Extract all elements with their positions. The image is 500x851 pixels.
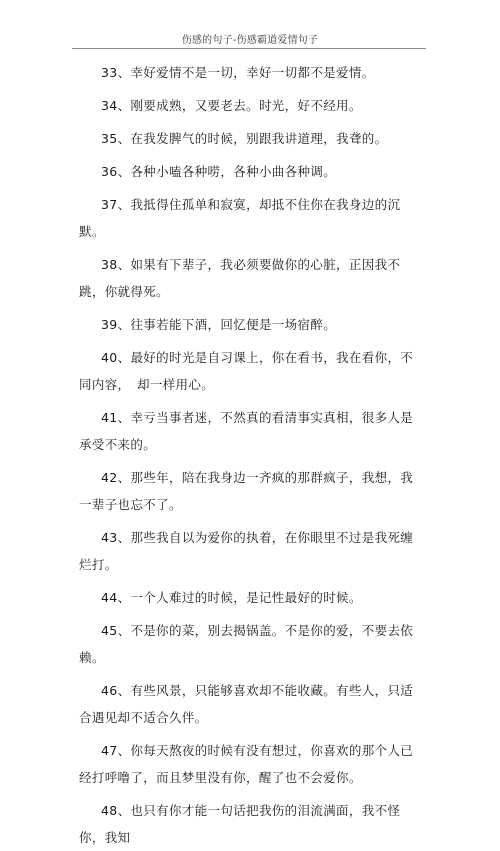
article-body [79, 59, 424, 851]
paragraph-47: 47、你每天熬夜的时候有没有想过，你喜欢的那个人已经打呼噜了，而且梦里没有你，醒了也不会爱你。 [79, 743, 414, 785]
paragraph-41: 41、幸亏当事者迷，不然真的看清事实真相，很多人是承受不来的。 [79, 410, 414, 452]
paragraph-35: 35、在我发脾气的时候，别跟我讲道理，我聋的。 [101, 131, 388, 146]
paragraph-40: 40、最好的时光是自习课上，你在看书，我在看你，不同内容， 却一样用心。 [79, 350, 414, 392]
paragraph-39: 39、往事若能下酒，回忆便是一场宿醉。 [101, 317, 337, 332]
paragraph-37: 37、我抵得住孤单和寂寞，却抵不住你在我身边的沉默。 [79, 197, 401, 239]
paragraph-38: 38、如果有下辈子，我必须要做你的心脏，正因我不跳，你就得死。 [79, 257, 401, 299]
paragraph-36: 36、各种小嗑各种唠，各种小曲各种调。 [101, 164, 337, 179]
paragraph-48: 48、也只有你才能一句话把我伤的泪流满面，我不怪你，我知 [79, 803, 401, 845]
header-divider [72, 48, 426, 49]
paragraph-45: 45、不是你的菜，别去揭锅盖。不是你的爱，不要去依赖。 [79, 623, 414, 665]
paragraph-44: 44、一个人难过的时候，是记性最好的时候。 [101, 590, 362, 605]
page-title: 伤感的句子-伤感霸道爱情句子 [181, 35, 319, 46]
paragraph-42: 42、那些年，陪在我身边一齐疯的那群疯子，我想，我一辈子也忘不了。 [79, 470, 414, 512]
paragraph-46: 46、有些风景，只能够喜欢却不能收藏。有些人，只适合遇见却不适合久伴。 [79, 683, 414, 725]
paragraph-43: 43、那些我自以为爱你的执着，在你眼里不过是我死缠烂打。 [79, 530, 414, 572]
page-header [0, 0, 500, 48]
paragraph-33: 33、幸好爱情不是一切，幸好一切都不是爱情。 [101, 65, 375, 80]
paragraph-34: 34、刚要成熟，又要老去。时光，好不经用。 [101, 98, 362, 113]
